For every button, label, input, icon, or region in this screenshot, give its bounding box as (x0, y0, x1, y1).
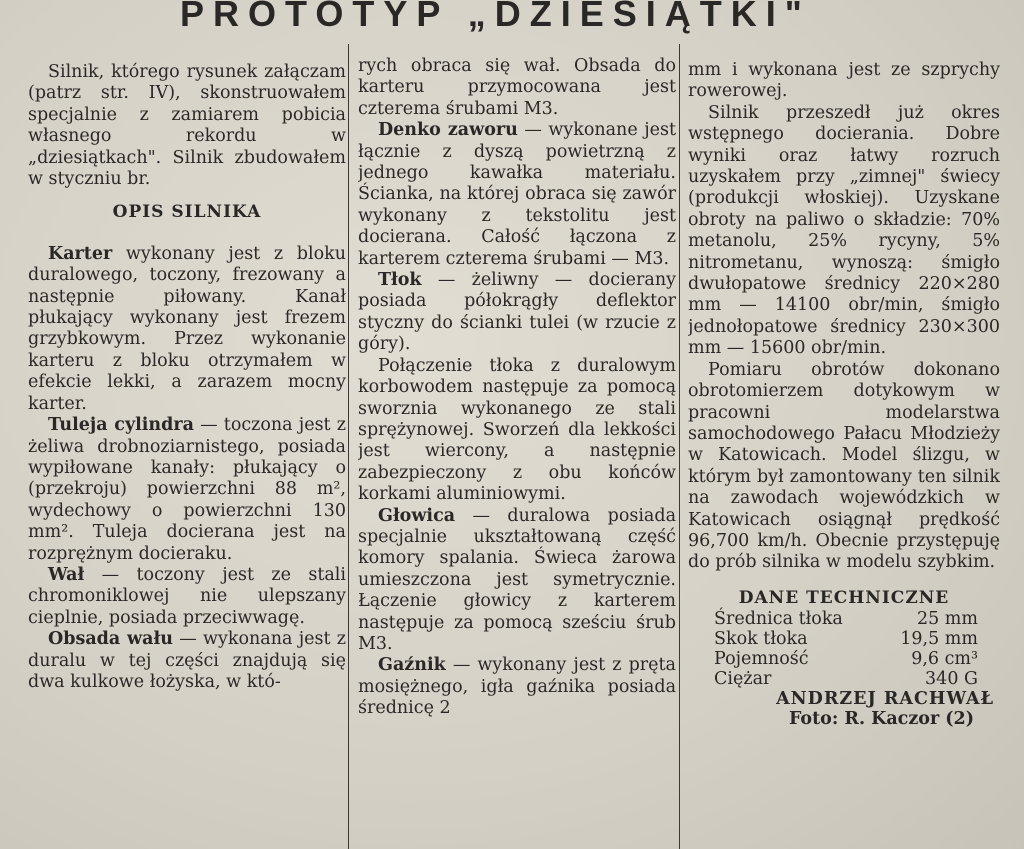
gaznik-continued: mm i wykonana jest ze szprychy rowerowej. (688, 60, 1000, 102)
wal-paragraph (28, 565, 346, 629)
tuleja-paragraph (28, 415, 346, 565)
article-column-1 (28, 62, 346, 849)
spec-label: Ciężar (714, 669, 772, 690)
spec-label: Skok tłoka (714, 629, 808, 650)
gaznik-text: — wykonany jest z pręta mosiężnego, igła gaźnika posiada średnicę 2 (358, 655, 676, 719)
obsada-continued: rych obraca się wał. Obsada do karteru przymocowana jest czterema śrubami M3. (358, 56, 676, 119)
tuleja-label: Tuleja cylindra (48, 415, 194, 436)
spec-row (688, 629, 1000, 649)
docieranie-paragraph: Silnik przeszedł już okres wstępnego docierania. Dobre wyniki oraz łatwy rozruch uzyskałem przy „zimnej" świecy (produkcji włoskiej). Uzyskane obroty na paliwo o składzie: 70% metanolu, 25% rycyny, 5% nitrometanu, wynoszą: śmigło dwułopatowe średnicy 220×280 mm — 14100 obr/min, śmigło jednołopatowe średnicy 230×300 mm — 15600 obr/min. (688, 102, 1000, 359)
spec-row (688, 609, 1000, 629)
spec-label: Średnica tłoka (714, 609, 843, 630)
column-divider-right (679, 44, 680, 849)
spec-row (688, 649, 1000, 669)
pomiar-paragraph: Pomiaru obrotów dokonano obrotomierzem dotykowym w pracowni modelarstwa samochodowego Pałacu Młodzieży w Katowicach. Model ślizgu, w którym był zamontowany ten silnik na zawodach wojewódzkich w Katowicach osiągnął prędkość 96,700 km/h. Obecnie przystępuję do prób silnika w modelu szybkim. (688, 359, 1000, 573)
article-headline: PROTOTYP „DZIESIĄTKI" (180, 0, 811, 34)
gaznik-label: Gaźnik (378, 655, 446, 676)
obsada-label: Obsada wału (48, 629, 173, 650)
glowica-label: Głowica (378, 505, 456, 526)
karter-text: wykonany jest z bloku duralowego, toczony, frezowany a następnie piłowany. Kanał płukający wykonany jest frezem grzybkowym. Przez wykonanie karteru z bloku otrzymałem w efekcie lekki, a zarazem mocny karter. (28, 243, 346, 414)
polaczenie-paragraph: Połączenie tłoka z duralowym korbowodem następuje za pomocą sworznia wykonanego ze stali sprężynowej. Sworzeń dla lekkości jest wiercony, a następnie zabezpieczony z obu końców korkami aluminiowymi. (358, 355, 676, 505)
spec-value: 9,6 cm³ (911, 649, 978, 670)
karter-paragraph (28, 244, 346, 415)
article-column-3 (688, 60, 1000, 849)
wal-label: Wał (48, 564, 85, 585)
author-signature: ANDRZEJ RACHWAŁ (776, 689, 994, 710)
obsada-text: — wykonana jest z duralu w tej części znajdują się dwa kulkowe łożyska, w któ- (28, 629, 346, 692)
spec-value: 25 mm (916, 609, 978, 630)
spec-heading: DANE TECHNICZNE (738, 587, 950, 608)
karter-label: Karter (48, 243, 113, 264)
tuleja-text: — toczona jest z żeliwa drobnoziarnistego, posiada wypiłowane kanały: płukający o (przekroju) powierzchni 88 m², wydechowy o powierzchni 130 mm². Tuleja docierana jest na rozprężnym docieraku. (28, 415, 346, 564)
denko-paragraph (358, 120, 676, 270)
glowica-text: — duralowa posiada specjalnie ukształtowaną część komory spalania. Świeca żarowa umieszczona jest symetrycznie. Łączenie głowicy z karterem następuje za pomocą sześciu śrub M3. (358, 505, 676, 654)
intro-paragraph: Silnik, którego rysunek załączam (patrz str. IV), skonstruowałem specjalnie z zamiarem pobicia własnego rekordu w „dziesiątkach". Silnik zbudowałem w styczniu br. (28, 62, 346, 190)
spec-table (688, 609, 1000, 689)
spec-value: 19,5 mm (900, 629, 978, 650)
wal-text: — toczony jest ze stali chromoniklowej nie ulepszany cieplnie, posiada przeciwwagę. (28, 564, 346, 628)
denko-label: Denko zaworu (378, 120, 518, 141)
tlok-paragraph (358, 270, 676, 356)
tlok-text: — żeliwny — docierany posiada półokrągły deflektor styczny do ścianki tulei (w rzucie z góry). (358, 270, 676, 355)
denko-text: — wykonane jest łącznie z dyszą powietrzną z jednego kawałka materiału. Ścianka, na której obraca się zawór wykonany z tekstolitu jest docierana. Całość łączona z karterem czterema śrubami — M3. (358, 120, 676, 269)
gaznik-paragraph (358, 655, 676, 719)
obsada-paragraph (28, 629, 346, 693)
section-heading: OPIS SILNIKA (112, 202, 262, 223)
tlok-label: Tłok (378, 270, 422, 291)
spec-row (688, 669, 1000, 689)
spec-value: 340 G (925, 669, 978, 690)
column-divider-left (348, 44, 349, 849)
glowica-paragraph (358, 506, 676, 656)
photo-credit: Foto: R. Kaczor (2) (788, 709, 974, 730)
article-column-2 (358, 56, 676, 849)
spec-label: Pojemność (714, 649, 809, 670)
